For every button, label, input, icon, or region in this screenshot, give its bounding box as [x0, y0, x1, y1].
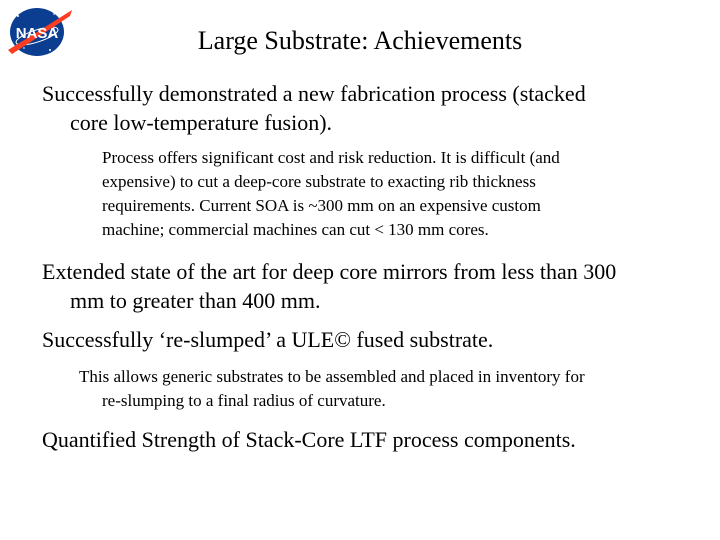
bullet-strength	[42, 425, 682, 454]
slide-title	[0, 26, 720, 56]
sub-bullet-inventory	[79, 365, 699, 413]
bullet-line: Quantified Strength of Stack-Core LTF process components.	[42, 427, 576, 452]
logo-text: NASA	[15, 25, 59, 42]
bullet-line: Successfully ‘re-slumped’ a ULE© fused substrate.	[42, 327, 494, 352]
title-text: Large Substrate: Achievements	[197, 26, 523, 55]
bullet-state-of-art	[42, 257, 682, 315]
bullet-line: core low-temperature fusion).	[70, 110, 333, 135]
bullet-line: mm to greater than 400 mm.	[70, 288, 321, 313]
sub-bullet-cost	[102, 146, 682, 242]
bullet-line: Successfully demonstrated a new fabrication process (stacked	[42, 81, 586, 106]
sub-line: expensive) to cut a deep-core substrate to exacting rib thickness	[102, 172, 536, 191]
bullet-fabrication	[42, 79, 682, 137]
bullet-reslumped	[42, 325, 682, 354]
bullet-line: Extended state of the art for deep core mirrors from less than 300	[42, 259, 617, 284]
sub-line: requirements. Current SOA is ~300 mm on an expensive custom	[102, 196, 541, 215]
sub-line: machine; commercial machines can cut < 130 mm cores.	[102, 220, 489, 239]
sub-line: Process offers significant cost and risk reduction. It is difficult (and	[102, 148, 560, 167]
sub-line: This allows generic substrates to be assembled and placed in inventory for	[79, 367, 585, 386]
sub-line: re-slumping to a final radius of curvature.	[102, 391, 386, 410]
